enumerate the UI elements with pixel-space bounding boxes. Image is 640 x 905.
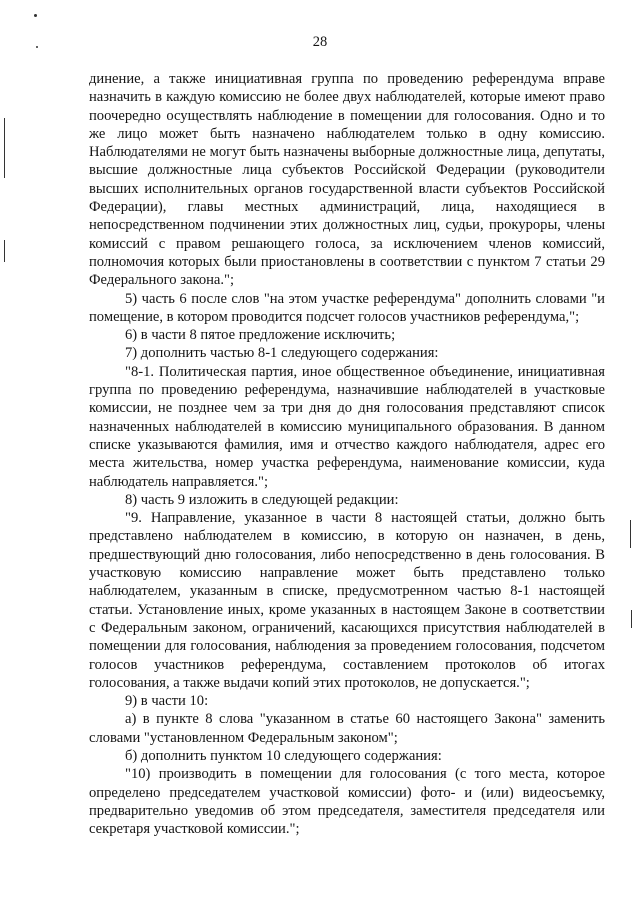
- paragraph: 8) часть 9 изложить в следующей редакции:: [125, 491, 399, 508]
- paragraph: 5) часть 6 после слов "на этом участке референдума" дополнить словами "и помещение, в котором проводится подсчет голосов участников референдума,";: [89, 290, 605, 325]
- scan-edge-mark: [631, 610, 632, 628]
- paragraph: а) в пункте 8 слова "указанном в статье 60 настоящего Закона" заменить словами "установленном Федеральным законом";: [89, 711, 605, 746]
- paragraph: динение, а также инициативная группа по проведению референдума вправе назначить в каждую комиссию не более двух наблюдателей, которые имеют право поочередно осуществлять наблюдение в помещении для голосования. Одно и то же лицо может быть назначено наблюдателем только в одну комиссию. Наблюдателями не могут быть назначены выборные должностные лица, депутаты, высшие должностные лица субъектов Российской Федерации (руководители высших исполнительных органов государственной власти субъектов Российской Федерации), главы местных администраций, лица, находящиеся в непосредственном подчинении этих должностных лиц, судьи, прокуроры, члены комиссий с правом решающего голоса, за исключением членов комиссий, полномочия которых были приостановлены в соответствии с пунктом 7 статьи 29 Федерального закона.";: [89, 71, 605, 289]
- document-body: [89, 70, 605, 838]
- paragraph: 9) в части 10:: [125, 693, 209, 710]
- scan-speck: [36, 46, 38, 48]
- paragraph: 7) дополнить частью 8-1 следующего содержания:: [125, 345, 439, 362]
- scan-edge-mark: [4, 240, 5, 262]
- page-number: 28: [312, 34, 328, 50]
- paragraph: б) дополнить пунктом 10 следующего содержания:: [125, 747, 442, 764]
- scan-speck: [34, 14, 37, 17]
- paragraph: "10) производить в помещении для голосования (с того места, которое определено председателем участковой комиссии) фото- и (или) видеосъемку, предварительно уведомив об этом председателя, заместителя председателя или секретаря участковой комиссии.";: [89, 766, 605, 838]
- paragraph: "9. Направление, указанное в части 8 настоящей статьи, должно быть представлено наблюдателем в комиссию, в которую он назначен, в день, предшествующий дню голосования, либо непосредственно в день голосования. В участковую комиссию направление может быть представлено только наблюдателем, указанным в списке, предусмотренном частью 8-1 настоящей статьи. Установление иных, кроме указанных в настоящем Законе в соответствии с Федеральным законом, ограничений, касающихся присутствия наблюдателей в помещении для голосования, наблюдения за проведением голосования, подсчетом голосов участников референдума, составлением протоколов об итогах голосования, а также выдачи копий этих протоколов, не допускается.";: [89, 510, 605, 691]
- paragraph: "8-1. Политическая партия, иное общественное объединение, инициативная группа по проведению референдума, назначившие наблюдателей в участковые комиссии, не позднее чем за три дня до дня голосования представляют список назначенных наблюдателей в комиссию муниципального образования. В данном списке указываются фамилия, имя и отчество каждого наблюдателя, адрес его места жительства, номер участка референдума, наименование комиссии, куда наблюдатель направляется.";: [89, 363, 605, 490]
- scan-edge-mark: [630, 520, 631, 548]
- paragraph: 6) в части 8 пятое предложение исключить;: [125, 327, 396, 344]
- scan-edge-mark: [4, 118, 5, 178]
